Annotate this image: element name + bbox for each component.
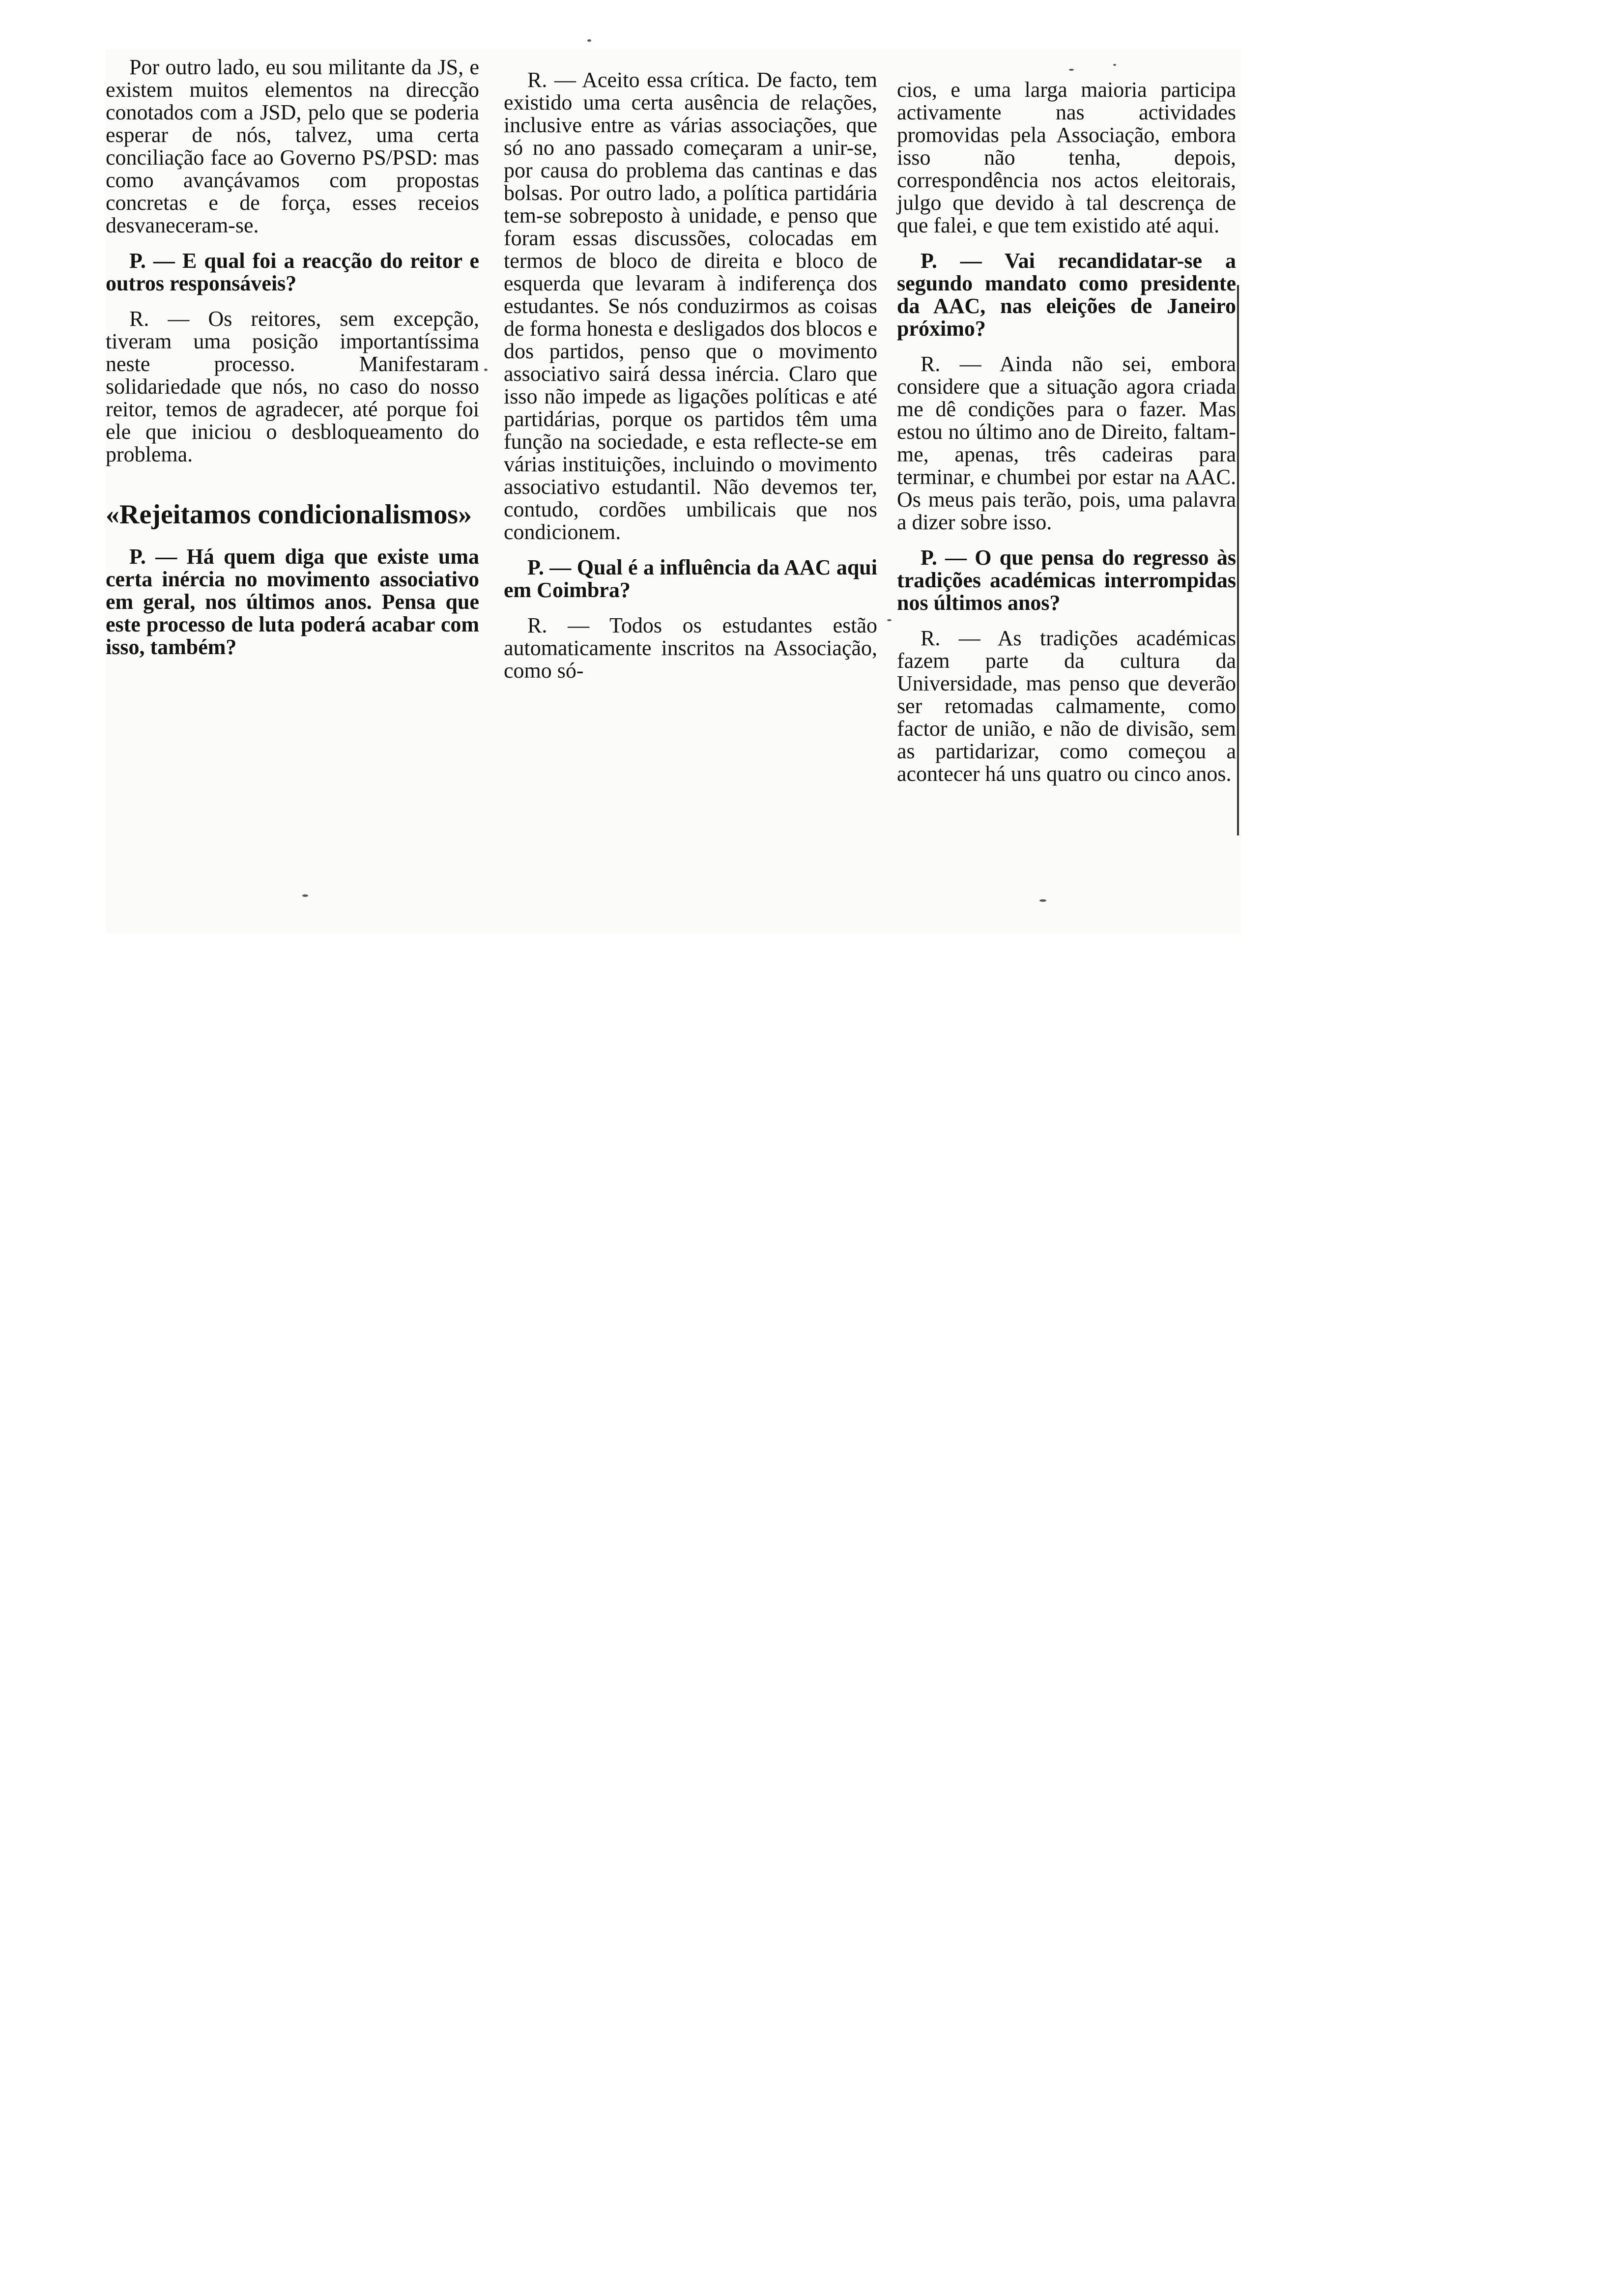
section-subheading: «Rejeitamos condicionalismos» <box>106 499 472 530</box>
question-reitor <box>106 250 479 295</box>
column-2 <box>504 49 877 695</box>
question-text: E qual foi a reacção do reitor e outros responsáveis? <box>106 249 479 295</box>
print-speck <box>887 619 892 621</box>
question-text: O que pensa do regresso às tradições académicas interrompidas nos últimos anos? <box>897 545 1237 615</box>
answer-text: Aceito essa crítica. De facto, tem existido uma certa ausência de relações, inclusive entre as várias associações, que só no ano passado começaram a unir-se, por causa do problema das cantinas e das bolsas. Por outro lado, a política partidária tem-se sobreposto à unidade, e penso que foram essas discussões, colocadas em termos de bloco de direita e bloco de esquerda que levaram à indiferença dos estudantes. Se nós conduzirmos as coisas de forma honesta e desligados dos blocos e dos partidos, penso que o movimento associativo sairá dessa inércia. Claro que isso não impede as ligações políticas e até partidárias, porque os partidos têm uma função na sociedade, e esta reflecte-se em várias instituições, incluindo o movimento associativo estudantil. Não devemos ter, contudo, cordões umbilicais que nos condicionem. <box>504 68 877 544</box>
question-label: P. — <box>527 555 572 579</box>
question-label: P. — <box>129 545 177 569</box>
question-label: P. — <box>129 249 175 273</box>
answer-reitores <box>106 308 479 466</box>
answer-critica <box>504 69 877 544</box>
column-1 <box>106 49 479 671</box>
question-label: P. — <box>921 545 967 570</box>
answer-text: Ainda não sei, embora considere que a situação agora criada me dê condições para o fazer. Mas estou no último ano de Direito, faltam-me, apenas, três cadeiras para terminar, e chumbei por estar na AAC. Os meus pais terão, pois, uma palavra a dizer sobre isso. <box>897 352 1236 534</box>
newspaper-clipping <box>106 49 1241 934</box>
answer-paragraph: Por outro lado, eu sou militante da JS, e existem muitos elementos na direcção conotados com a JSD, pelo que se poderia esperar de nós, talvez, uma certa conciliação face ao Governo PS/PSD: mas como avançávamos com propostas concretas e de força, esses receios desvaneceram-se. <box>106 55 479 237</box>
answer-text: As tradições académicas fazem parte da cultura da Universidade, mas penso que deverão ser retomadas calmamente, como factor de união, e não de divisão, sem as partidarizar, como começou a acontecer há uns quatro ou cinco anos. <box>897 626 1236 786</box>
print-speck <box>484 369 488 371</box>
print-speck <box>587 39 591 42</box>
answer-label: R. — <box>921 352 981 376</box>
print-speck <box>1113 64 1116 66</box>
answer-label: R. — <box>129 307 190 331</box>
print-speck <box>1039 899 1046 902</box>
answer-text: Os reitores, sem excepção, tiveram uma posição importantíssima neste processo. Manifestaram solidariedade que nós, no caso do nosso reitor, temos de agradecer, até porque foi ele que iniciou o desbloqueamento do problema. <box>106 307 479 466</box>
question-inercia <box>106 545 479 659</box>
answer-influencia <box>504 614 877 682</box>
answer-text: Todos os estudantes estão automaticamente inscritos na Associação, como só- <box>504 613 877 683</box>
question-text: Qual é a influência da AAC aqui em Coimbra? <box>504 555 877 602</box>
answer-label: R. — <box>921 626 980 650</box>
print-speck <box>302 894 308 897</box>
answer-label: R. — <box>527 613 590 637</box>
question-recandidatura <box>897 250 1236 340</box>
answer-label: R. — <box>527 68 576 92</box>
print-speck <box>1069 69 1074 71</box>
question-tradicoes <box>897 546 1236 614</box>
question-influencia <box>504 556 877 602</box>
column-edge-rule <box>1237 285 1239 835</box>
question-label: P. — <box>921 249 982 273</box>
question-text: Vai recandidatar-se a segundo mandato como presidente da AAC, nas eleições de Janeiro próximo? <box>897 249 1236 341</box>
answer-tradicoes <box>897 627 1236 785</box>
question-text: Há quem diga que existe uma certa inércia no movimento associativo em geral, nos últimos anos. Pensa que este processo de luta poderá acabar com isso, também? <box>106 545 480 659</box>
answer-recandidatura <box>897 353 1236 534</box>
column-3 <box>897 49 1236 798</box>
answer-continuation: cios, e uma larga maioria participa activamente nas actividades promovidas pela Associação, embora isso não tenha, depois, correspondência nos actos eleitorais, julgo que devido à tal descrença de que falei, e que tem existido até aqui. <box>897 78 1236 237</box>
